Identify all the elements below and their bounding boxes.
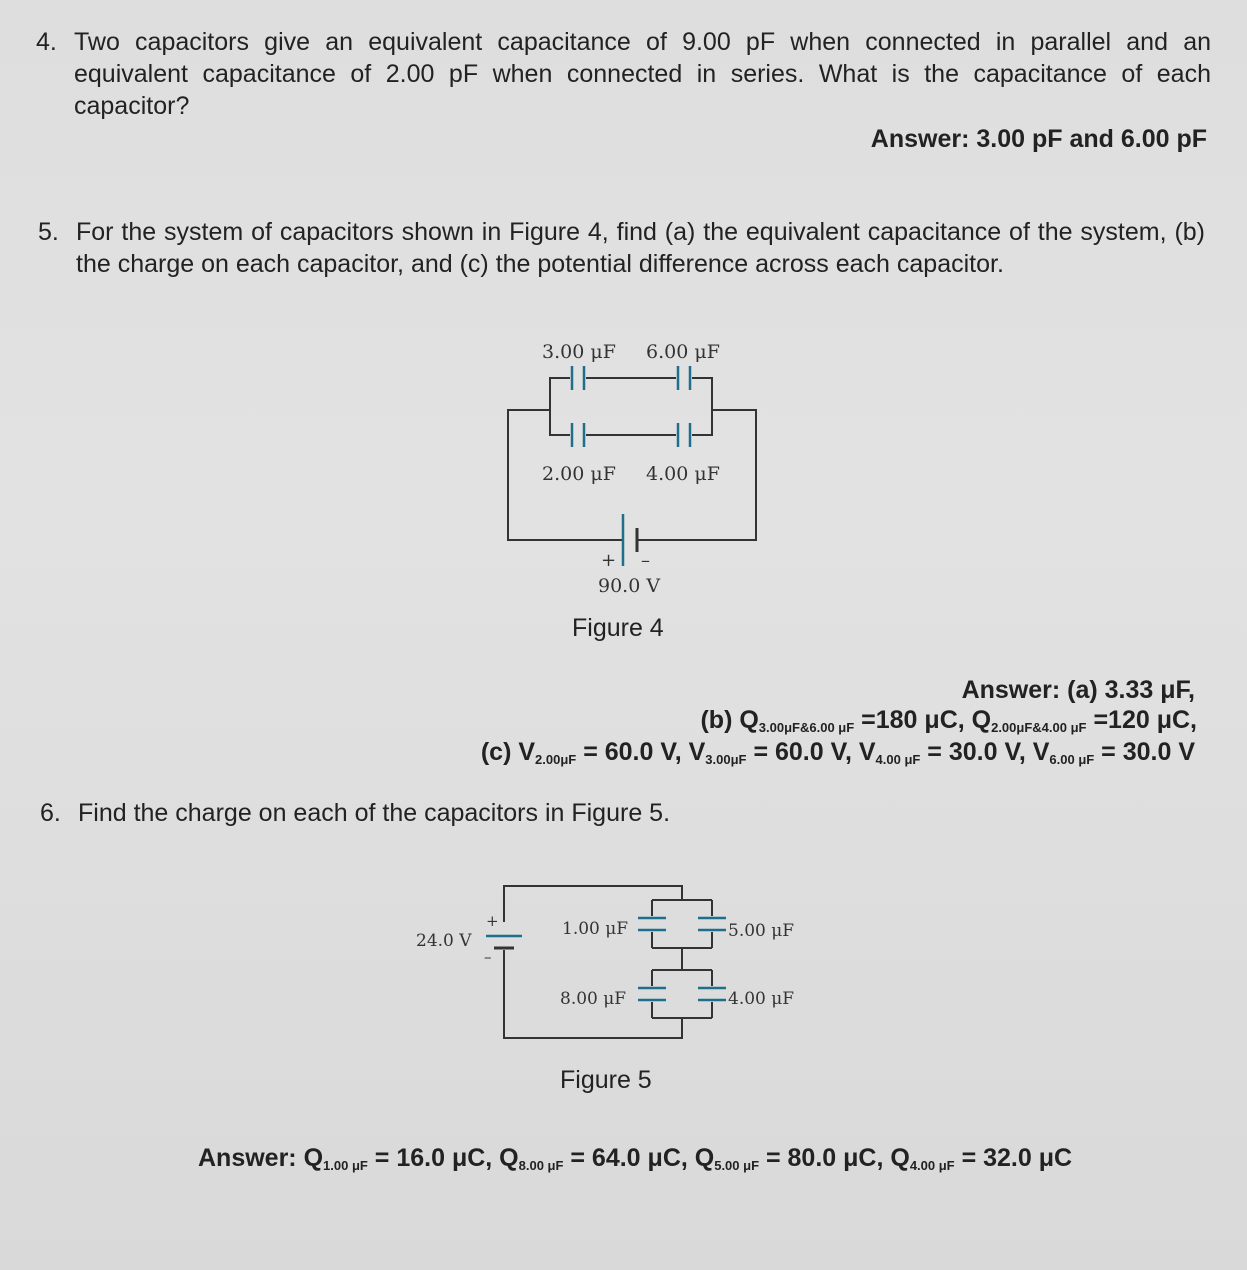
answer-text: = 16.0 μC, Q bbox=[367, 1144, 519, 1172]
figure-4-caption: Figure 4 bbox=[572, 614, 664, 642]
capacitor-1uF bbox=[638, 918, 666, 930]
label-5uF: 5.00 μF bbox=[728, 921, 795, 941]
problem-4-answer: Answer: 3.00 pF and 6.00 pF bbox=[870, 125, 1207, 153]
label-4uF: 4.00 μF bbox=[728, 989, 795, 1009]
problem-number: 5. bbox=[38, 218, 59, 246]
subscript: 4.00 μF bbox=[909, 1158, 955, 1173]
problem-5 bbox=[38, 216, 1205, 280]
answer-text: (b) Q bbox=[700, 706, 759, 734]
subscript: 6.00 μF bbox=[1049, 752, 1095, 767]
label-3uF: 3.00 μF bbox=[542, 341, 616, 363]
subscript: 8.00 μF bbox=[518, 1158, 564, 1173]
battery-minus: – bbox=[484, 948, 492, 966]
label-2uF: 2.00 μF bbox=[542, 463, 616, 485]
answer-text: = 60.0 V, V bbox=[576, 738, 706, 766]
problem-number: 4. bbox=[36, 28, 57, 56]
problem-5-answer-a: Answer: (a) 3.33 μF, bbox=[961, 676, 1195, 704]
figure-4-circuit bbox=[490, 330, 780, 600]
label-8uF: 8.00 μF bbox=[560, 989, 627, 1009]
problem-6 bbox=[40, 797, 1215, 829]
figure-5-caption: Figure 5 bbox=[560, 1066, 652, 1094]
battery-plus: + bbox=[601, 550, 617, 571]
subscript: 3.00μF&6.00 μF bbox=[758, 720, 855, 735]
capacitor-4uF bbox=[678, 423, 690, 447]
answer-text: = 64.0 μC, Q bbox=[563, 1144, 715, 1172]
figure-5-circuit bbox=[410, 870, 820, 1050]
battery-plus: + bbox=[486, 912, 499, 930]
problem-6-answer bbox=[198, 1144, 1072, 1173]
label-1uF: 1.00 μF bbox=[562, 919, 629, 939]
answer-text: (c) V bbox=[480, 738, 536, 766]
problem-text: Find the charge on each of the capacitors in Figure 5. bbox=[78, 799, 671, 827]
problem-number: 6. bbox=[40, 799, 61, 827]
answer-text: =120 μC, bbox=[1086, 706, 1197, 734]
answer-text: = 60.0 V, V bbox=[746, 738, 876, 766]
subscript: 2.00μF bbox=[535, 752, 577, 767]
problem-text: Two capacitors give an equivalent capacitance of 9.00 pF when connected in parallel and an equivalent capacitance of 2.00 pF when connected in series. What is the capacitance of each capacitor? bbox=[74, 28, 1211, 120]
capacitor-8uF bbox=[638, 988, 666, 1000]
subscript: 4.00 μF bbox=[875, 752, 921, 767]
answer-text: = 30.0 V bbox=[1094, 738, 1195, 766]
problem-text: For the system of capacitors shown in Figure 4, find (a) the equivalent capacitance of the system, (b) the charge on each capacitor, and (c) the potential difference across each capacitor. bbox=[76, 218, 1205, 278]
wire bbox=[692, 378, 712, 395]
battery-voltage: 24.0 V bbox=[416, 931, 472, 951]
battery-voltage: 90.0 V bbox=[598, 575, 661, 597]
wire bbox=[692, 415, 712, 435]
capacitor-6uF bbox=[678, 366, 690, 390]
answer-text: = 80.0 μC, Q bbox=[759, 1144, 910, 1172]
subscript: 1.00 μF bbox=[323, 1158, 368, 1173]
battery bbox=[486, 936, 522, 948]
problem-5-answer-c bbox=[481, 738, 1195, 767]
wire-top bbox=[504, 886, 682, 922]
label-4uF: 4.00 μF bbox=[646, 463, 720, 485]
bottom-branch-wire bbox=[550, 415, 570, 435]
answer-text: Answer: Q bbox=[198, 1144, 324, 1172]
capacitor-4uF bbox=[698, 988, 726, 1000]
answer-text: =180 μC, Q bbox=[854, 706, 992, 734]
subscript: 5.00 μF bbox=[714, 1158, 760, 1173]
top-branch-wire bbox=[550, 378, 570, 395]
subscript: 2.00μF&4.00 μF bbox=[991, 720, 1087, 735]
answer-text: = 30.0 V, V bbox=[920, 738, 1050, 766]
battery-minus: – bbox=[641, 550, 650, 571]
battery bbox=[623, 514, 637, 566]
capacitor-2uF bbox=[572, 423, 584, 447]
label-6uF: 6.00 μF bbox=[646, 341, 720, 363]
subscript: 3.00μF bbox=[705, 752, 747, 767]
problem-5-answer-b bbox=[700, 706, 1197, 735]
problem-4 bbox=[36, 26, 1211, 122]
answer-text: = 32.0 μC bbox=[954, 1144, 1073, 1172]
capacitor-5uF bbox=[698, 918, 726, 930]
capacitor-3uF bbox=[572, 366, 584, 390]
